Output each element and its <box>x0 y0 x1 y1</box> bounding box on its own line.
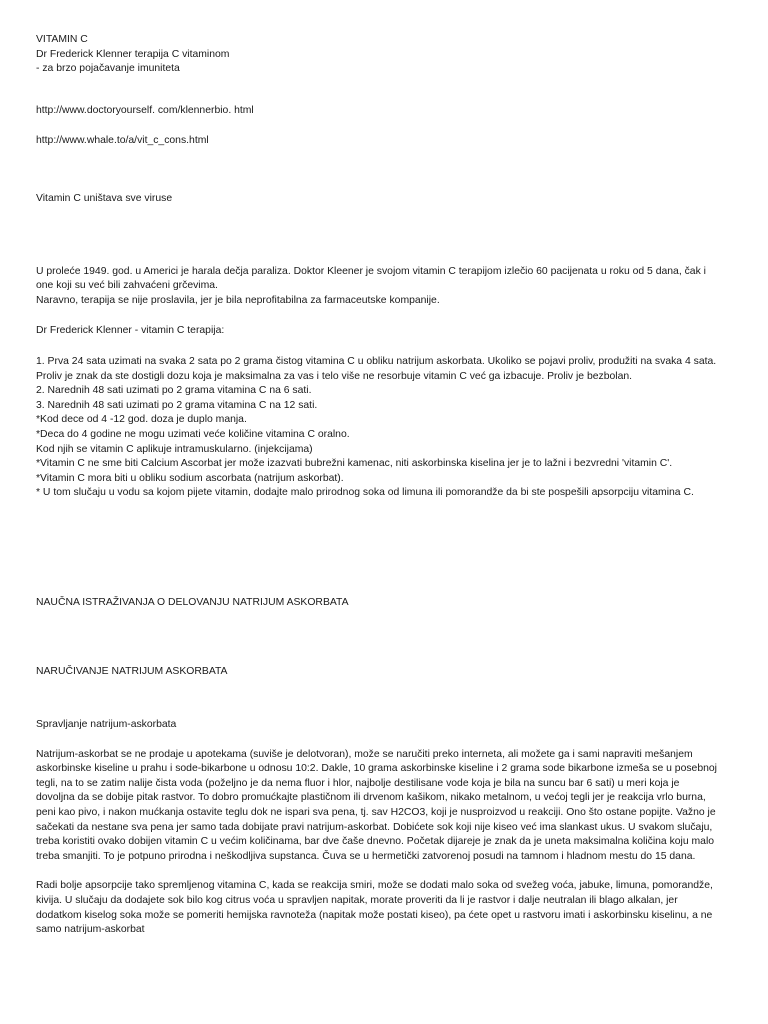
therapy-line: 3. Narednih 48 sati uzimati po 2 grama vitamina C na 12 sati. <box>36 399 318 411</box>
therapy-title: Dr Frederick Klenner - vitamin C terapija: <box>36 325 225 337</box>
therapy-line: *Vitamin C mora biti u obliku sodium ascorbata (natrijum askorbat). <box>36 472 344 484</box>
document-subtitle: Dr Frederick Klenner terapija C vitaminom <box>36 48 230 60</box>
preparation-heading: Spravljanje natrijum-askorbata <box>36 719 177 731</box>
reference-link-1-row <box>36 104 736 119</box>
preparation-line: peni kao pivo, i nakon mućkanja ostavite teglu dok ne ispari sva pena, tj. sav H2CO3, koji je nusproizvod u reakciji. Ono što ostane popijte. Važno je <box>36 807 716 819</box>
document-tagline: - za brzo pojačavanje imuniteta <box>36 63 180 75</box>
preparation-line: sačekati da nestane sva pena jer samo tada dobijate pravi natrijum-askorbat. Dobićete sok koji nije kiseo već ima slankast ukus. U svakom slučaju, <box>36 821 713 833</box>
preparation-paragraph <box>36 748 736 865</box>
therapy-line: * U tom slučaju u vodu sa kojom pijete vitamin, dodajte malo prirodnog soka od limuna ili pomorandže da bi ste pospešili apsorpciju vitamina C. <box>36 487 694 499</box>
absorption-line: dodatkom kiselog soka može se pomeriti hemijska ravnoteža (napitak može postati kiseo), pa ćete opet u rastvoru imati i askorbinsku kiselinu, a ne <box>36 909 713 921</box>
document-page <box>36 33 736 938</box>
intro-line: U proleće 1949. god. u Americi je harala dečja paraliza. Doktor Kleener je svojom vitamin C terapijom izlečio 60 pacijenata u roku od 5 dana, čak i <box>36 265 706 277</box>
therapy-instructions <box>36 355 736 501</box>
claim-text: Vitamin C uništava sve viruse <box>36 192 173 204</box>
intro-line: one koji su već bili zahvaćeni grčevima. <box>36 280 218 292</box>
therapy-line: *Deca do 4 godine ne mogu uzimati veće količine vitamina C oralno. <box>36 428 350 440</box>
therapy-line: Proliv je znak da ste dostigli dozu koja je maksimalna za vas i telo više ne resorbuje vitamin C već ga izbacuje. Proliv je bezbolan. <box>36 370 633 382</box>
preparation-line: tegli, na to se zatim nalije čista voda (poželjno je da nema fluor i hlor, najbolje destilisane vode koja je bila na suncu bar 6 sati) u meri koja je <box>36 777 680 789</box>
research-section <box>36 596 736 611</box>
preparation-line: Natrijum-askorbat se ne prodaje u apotekama (suviše je delotvoran), može se naručiti preko interneta, ali možete ga i sami napraviti mešanjem <box>36 748 693 760</box>
therapy-line: 2. Narednih 48 sati uzimati po 2 grama vitamina C na 6 sati. <box>36 385 312 397</box>
preparation-line: treba smanjiti. To je potpuno prirodna i neškodljiva supstanca. Čuva se u hermetički zatvorenoj posudi na tamnom i hladnom mestu do 15 dana. <box>36 850 696 862</box>
absorption-line: samo natrijum-askorbat <box>36 924 145 936</box>
therapy-line: *Vitamin C ne sme biti Calcium Ascorbat jer može izazvati bubrežni kamenac, niti askorbinska kiselina jer je to lažni i bezvredni 'vitamin C'. <box>36 458 673 470</box>
reference-link-whale[interactable]: http://www.whale.to/a/vit_c_cons.html <box>36 135 209 147</box>
reference-link-doctoryourself[interactable]: http://www.doctoryourself. com/klennerbio. html <box>36 104 254 116</box>
absorption-paragraph <box>36 879 736 937</box>
therapy-line: 1. Prva 24 sata uzimati na svaka 2 sata po 2 grama čistog vitamina C u obliku natrijum askorbata. Ukoliko se pojavi proliv, produžiti na svaka 4 sata. <box>36 355 717 367</box>
therapy-line: Kod njih se vitamin C aplikuje intramuskularno. (injekcijama) <box>36 443 313 455</box>
therapy-line: *Kod dece od 4 -12 god. doza je duplo manja. <box>36 414 247 426</box>
preparation-line: dovoljna da se dobije pitak rastvor. To dobro promućkajte plastičnom ili drvenom kašikom, nikako metalnom, u većoj tegli jer je reakcija vrlo burna, <box>36 792 706 804</box>
ordering-section <box>36 665 736 680</box>
claim-statement <box>36 192 736 207</box>
ordering-heading: NARUČIVANJE NATRIJUM ASKORBATA <box>36 666 228 678</box>
therapy-heading <box>36 324 736 339</box>
intro-paragraph <box>36 265 736 309</box>
absorption-line: kivija. U slučaju da dodajete sok bilo kog citrus voća u spravljen napitak, morate proveriti da li je rastvor i dalje neutralan ili blago alkalan, jer <box>36 895 678 906</box>
research-heading: NAUČNA ISTRAŽIVANJA O DELOVANJU NATRIJUM ASKORBATA <box>36 596 349 608</box>
preparation-heading-row <box>36 718 736 733</box>
intro-line: Naravno, terapija se nije proslavila, jer je bila neprofitabilna za farmaceutske kompanije. <box>36 294 440 306</box>
preparation-line: treba koristiti ovako dobijen vitamin C u većim količinama, bar dve čaše dnevno. Početak dijareje je znak da je uneta maksimalna količina koju malo <box>36 836 715 848</box>
reference-link-2-row <box>36 134 736 149</box>
absorption-line: Radi bolje apsorpcije tako spremljenog vitamina C, kada se reakcija smiri, može se dodati malo soka od svežeg voća, jabuke, limuna, pomorandže, <box>36 880 713 892</box>
document-header <box>36 33 736 77</box>
document-title: VITAMIN C <box>36 34 88 45</box>
preparation-line: askorbinske kiseline u prahu i sode-bikarbone u odnosu 10:2. Dakle, 10 grama askorbinske kiseline i 2 grama sode bikarbone izmeša se u posebnoj <box>36 763 717 775</box>
